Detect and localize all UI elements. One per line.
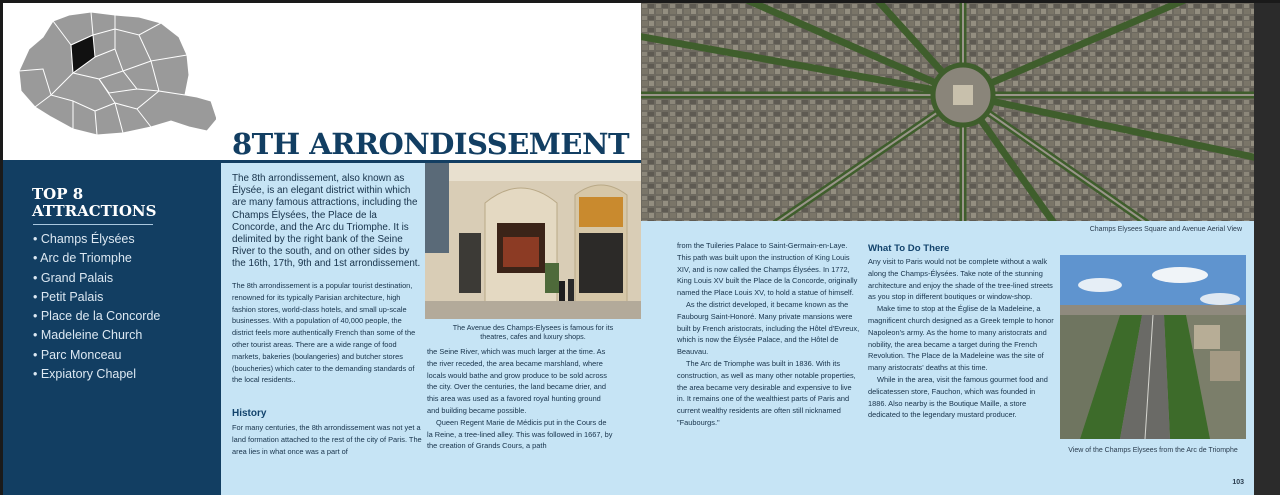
body-paragraph-text: As the district developed, it became known as the Faubourg Saint-Honoré. Many private mansions were built by French aristocrats, including the Hôtel d'Evreux, which is now the Élysée Palace, and the Hôtel de Beauvau. bbox=[677, 299, 860, 357]
attraction-item: • Parc Monceau bbox=[33, 347, 122, 362]
paris-arrondissement-map bbox=[11, 9, 216, 139]
body-paragraph bbox=[677, 358, 861, 429]
photo-caption: The Avenue des Champs-Elysees is famous for its theatres, cafes and luxury shops. bbox=[452, 323, 614, 342]
what-to-do-heading: What To Do There bbox=[868, 243, 950, 254]
page-title: 8TH ARRONDISSEMENT bbox=[232, 127, 630, 161]
attraction-item: • Expiatory Chapel bbox=[33, 367, 137, 382]
text-column bbox=[677, 240, 861, 429]
text-column bbox=[427, 346, 613, 452]
body-paragraph bbox=[868, 374, 1054, 421]
attraction-item: • Madeleine Church bbox=[33, 328, 143, 343]
body-paragraph bbox=[868, 303, 1054, 374]
intro-paragraph: The 8th arrondissement, also known as Élysée, is an elegant district within which are many famous attractions, including the Champs Élysées, the Place de la Concorde, and the Arc du Triomphe. It is delimited by the right bank of the Seine River to the south, and on other sides by the 16th, 17th, 9th and 1st arrondissement. bbox=[232, 173, 421, 270]
body-paragraph-text: Queen Regent Marie de Médicis put in the Cours de la Reine, a tree-lined alley. This was followed in 1667, by the creation of Grands Cours, a path bbox=[427, 417, 613, 451]
body-paragraph: The 8th arrondissement is a popular tourist destination, renowned for its typically Parisian architecture, high fashion stores, world-class hotels, and small up-scale businesses. With a population of 40,000 people, the district feels more authentically French than some of the other tourist areas. There are a wide range of food markets, bakeries (boulangeries) and butcher stores (boucheries) which cater to the demanding standards of the local residents.. bbox=[232, 281, 416, 385]
attractions-heading bbox=[32, 186, 156, 220]
body-paragraph: from the Tuileries Palace to Saint-Germain-en-Laye. This path was built upon the instruction of King Louis XIV, and is now called the Champs Élysées. In 1772, King Louis XV built the Place de la Concorde, originally named the Place Louis XV, to hold a statue of himself. bbox=[677, 241, 858, 298]
body-paragraph-text: The Arc de Triomphe was built in 1836. With its construction, as well as many other notable properties, the area became very desirable and expensive to live in. It remains one of the wealthiest parts of Paris and current wealthy residents are often still nicknamed "Faubourgs." bbox=[677, 358, 856, 427]
photo-caption: Champs Elysees Square and Avenue Aerial View bbox=[1089, 226, 1242, 233]
body-paragraph: Any visit to Paris would not be complete without a walk along the Champs-Élysées. Take note of the stunning architecture and enjoy the shade of the tree-lined streets as you stop in different boutiques or window-shop. bbox=[868, 257, 1053, 302]
history-heading: History bbox=[232, 408, 267, 419]
champs-elysees-photo bbox=[425, 163, 641, 319]
right-page bbox=[641, 3, 1254, 495]
arc-de-triomphe-view-photo bbox=[1060, 255, 1246, 439]
page-edge bbox=[1254, 3, 1280, 495]
attraction-item: • Petit Palais bbox=[33, 289, 104, 304]
photo-caption: View of the Champs Elysees from the Arc de Triomphe bbox=[1068, 447, 1238, 454]
text-column bbox=[868, 256, 1054, 421]
attractions-list bbox=[33, 230, 160, 384]
body-paragraph-text: While in the area, visit the famous gourmet food and delicatessen store, Fauchon, which was founded in 1886. Also nearby is the Boutique Maille, a store dedicated to the legendary mustard producer. bbox=[868, 374, 1048, 420]
attraction-item: • Arc de Triomphe bbox=[33, 251, 132, 266]
attraction-item: • Champs Élysées bbox=[33, 232, 135, 246]
attraction-item: • Grand Palais bbox=[33, 270, 114, 285]
aerial-view-photo bbox=[641, 3, 1254, 221]
page-number: 103 bbox=[1232, 479, 1244, 486]
body-paragraph bbox=[677, 299, 861, 358]
attractions-heading-line2: ATTRACTIONS bbox=[32, 202, 157, 220]
attractions-heading-line1: TOP 8 bbox=[32, 185, 84, 203]
body-paragraph bbox=[427, 417, 613, 452]
heading-underline bbox=[33, 224, 153, 225]
attraction-item: • Place de la Concorde bbox=[33, 309, 161, 324]
body-paragraph: the Seine River, which was much larger at the time. As the river receded, the area became marshland, where locals would bathe and grow produce to be sold across the city. Over the centuries, the land became drier, and this area was used as a favored royal hunting ground and building became possible. bbox=[427, 347, 607, 415]
body-paragraph: For many centuries, the 8th arrondissement was not yet a land formation attached to the rest of the city of Paris. The area lies in what once was a part of bbox=[232, 423, 422, 456]
body-paragraph-text: Make time to stop at the Église de la Madeleine, a magnificent church designed as a Greek temple to honor Napoleon's army. As the home to many aristocrats and nobility, the area became a target during the French Revolution. The Place de la Madeleine was the site of many aristocrats' deaths at this time. bbox=[868, 304, 1054, 373]
left-page bbox=[3, 3, 641, 495]
